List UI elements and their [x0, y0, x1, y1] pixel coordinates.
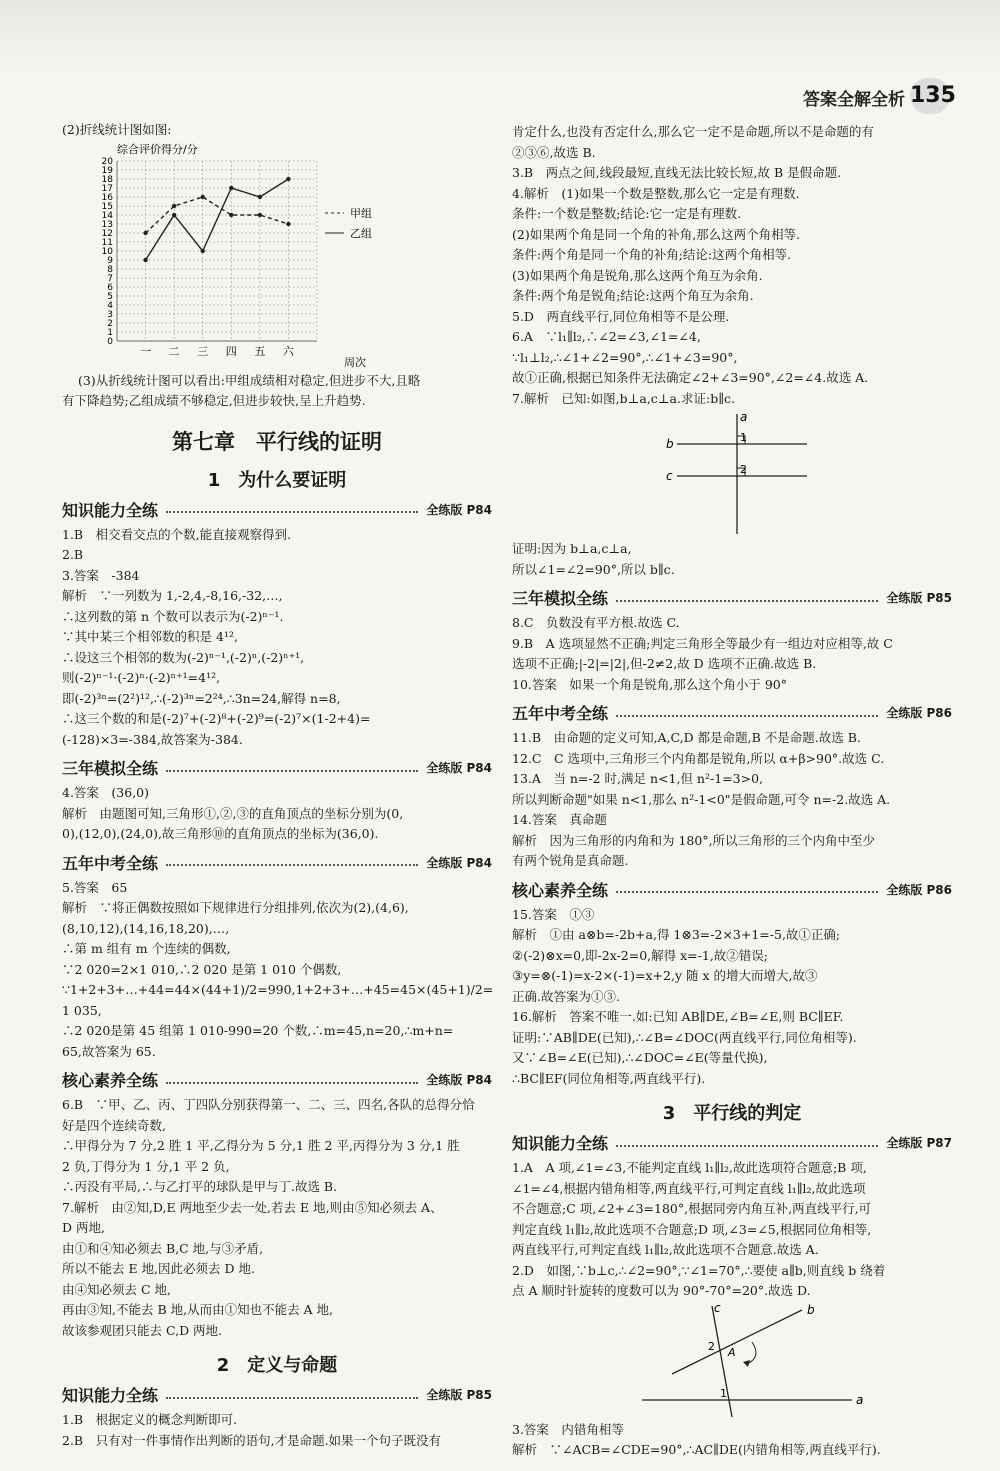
answer-block [512, 613, 952, 695]
series-point [201, 194, 205, 198]
series-point [229, 212, 233, 216]
y-tick-label: 18 [101, 174, 113, 185]
y-tick-label: 17 [101, 183, 113, 194]
rotation-figure [602, 1302, 902, 1420]
text-line: 解析 ∵∠ACB=∠CDE=90°,∴AC∥DE(内错角相等,两直线平行). [512, 1442, 881, 1457]
text-line: 2.D 如图,∵b⊥c,∴∠2=90°,∵∠1=70°,∴要使 a∥b,则直线 b 绕着 [512, 1262, 886, 1278]
text-line: ∴设这三个相邻的数为(-2)ⁿ⁻¹,(-2)ⁿ,(-2)ⁿ⁺¹, [62, 649, 305, 665]
y-tick-label: 15 [101, 201, 113, 212]
text-line: (3)如果两个角是锐角,那么这两个角互为余角. [512, 267, 763, 283]
x-tick-label: 二 [168, 344, 180, 358]
section-header [512, 701, 952, 724]
text-line: (2)折线统计图如图: [62, 122, 172, 137]
section-header-title: 三年模拟全练 [512, 589, 609, 608]
text-line: 4.解析 (1)如果一个数是整数,那么它一定是有理数. [512, 185, 800, 201]
x-tick-label: 五 [254, 344, 266, 358]
fig1-label-a: a [740, 410, 748, 424]
series-point [229, 185, 233, 189]
text-line: 4.答案 (36,0) [62, 785, 150, 800]
header-band [0, 0, 1000, 80]
answer-block [512, 905, 952, 1090]
text-line: ∴BC∥EF(同位角相等,两直线平行). [512, 1070, 706, 1086]
text-line: 1.A A 项,∠1=∠3,不能判定直线 l₁∥l₂,故此选项符合题意;B 项, [512, 1160, 867, 1175]
line-chart [82, 141, 412, 371]
text-line: (3)从折线统计图可以看出:甲组成绩相对稳定,但进步不大,且略 [78, 372, 421, 388]
chart-series [143, 176, 290, 261]
text-line: 2.B 只有对一件事情作出判断的语句,才是命题.如果一个句子既没有 [62, 1432, 442, 1448]
text-line: 1 035, [62, 1002, 102, 1018]
text-line: 16.解析 答案不唯一.如:已知 AB∥DE,∠B=∠E,则 BC∥EF. [512, 1009, 844, 1024]
fig1-label-c: c [666, 469, 673, 483]
text-line: 肯定什么,也没有否定什么,那么它一定不是命题,所以不是命题的有 [512, 124, 874, 139]
text-line: 10.答案 如果一个角是锐角,那么这个角小于 90° [512, 676, 787, 692]
text-line: (-128)×3=-384,故答案为-384. [62, 731, 243, 747]
section-header-title: 核心素养全练 [512, 880, 609, 900]
series-point [286, 176, 290, 180]
y-tick-label: 12 [101, 228, 113, 239]
section-header-ref: 全练版 P84 [426, 761, 492, 775]
text-line: 9.B A 选项显然不正确;判定三角形全等最少有一组边对应相等,故 C [512, 635, 893, 651]
text-line: 条件:一个数是整数;结论:它一定是有理数. [512, 206, 742, 221]
text-line: 1.B 相交看交点的个数,能直接观察得到. [62, 526, 292, 542]
text-line: 6.A ∵l₁∥l₂,∴∠2=∠3,∠1=∠4, [512, 329, 701, 344]
y-tick-label: 16 [101, 192, 113, 203]
y-tick-label: 8 [107, 264, 113, 275]
chart-xticks [140, 345, 295, 358]
section-header-ref: 全练版 P85 [426, 1388, 492, 1402]
y-tick-label: 2 [107, 318, 113, 329]
text-line: 1.B 根据定义的概念判断即可. [62, 1412, 238, 1427]
text-line: 3.B 两点之间,线段最短,直线无法比较长短,故 B 是假命题. [512, 165, 842, 180]
section-header [62, 1383, 492, 1406]
answer-block [512, 122, 952, 409]
text-line: 两直线平行,可判定直线 l₁∥l₂,故此选项不合题意.故选 A. [512, 1242, 819, 1257]
y-tick-label: 19 [101, 165, 113, 176]
text-line: ∴丙没有平局,∴与乙打平的球队是甲与丁.故选 B. [62, 1179, 338, 1194]
text-line: 不合题意;C 项,∠2+∠3=180°,根据同旁内角互补,两直线平行,可 [512, 1201, 872, 1216]
text-line: 8.C 负数没有平方根.故选 C. [512, 615, 680, 630]
x-tick-label: 六 [282, 344, 294, 358]
section-header [62, 851, 492, 874]
text-line: 所以∠1=∠2=90°,所以 b∥c. [512, 561, 675, 577]
y-tick-label: 20 [101, 156, 113, 167]
series-point [258, 194, 262, 198]
text-line: 11.B 由命题的定义可知,A,C,D 都是命题,B 不是命题.故选 B. [512, 730, 861, 745]
text-line: D 两地, [62, 1220, 105, 1235]
text-line: ②③⑥,故选 B. [512, 144, 596, 160]
text-line: 好是四个连续奇数, [62, 1117, 166, 1133]
section-title: 2 定义与命题 [216, 1355, 338, 1376]
text-line: 解析 ①由 a⊗b=-2b+a,得 1⊗3=-2×3+1=-5,故①正确; [512, 927, 841, 942]
header-title: 答案全解全析 [803, 90, 905, 110]
y-tick-label: 5 [107, 291, 113, 302]
text-line: ∴2 020是第 45 组第 1 010-990=20 个数,∴m=45,n=20,∴m+n= [62, 1023, 454, 1038]
chapter-title: 第七章 平行线的证明 [172, 429, 382, 454]
text-line: ∵1+2+3+…+44=44×(44+1)/2=990,1+2+3+…+45=45×(45+1)/2= [62, 982, 494, 997]
text-line: 解析 由题图可知,三角形①,②,③的直角顶点的坐标分别为(0, [62, 805, 404, 821]
chart-xlabel: 周次 [344, 355, 366, 369]
text-line: 7.解析 由②知,D,E 两地至少去一处,若去 E 地,则由⑤知必须去 A、 [62, 1199, 443, 1215]
text-line: ∴甲得分为 7 分,2 胜 1 平,乙得分为 5 分,1 胜 2 平,丙得分为 3 分,1 胜 [62, 1138, 460, 1153]
series-point [258, 212, 262, 216]
fig1-angle-1: 1 [740, 431, 747, 444]
text-line: 证明:因为 b⊥a,c⊥a, [512, 541, 632, 556]
text-line: 解析 因为三角形的内角和为 180°,所以三角形的三个内角中至少 [512, 832, 876, 848]
section-title: 3 平行线的判定 [662, 1103, 802, 1124]
fig1-angle-2: 2 [740, 463, 747, 476]
section-header-ref: 全练版 P86 [886, 882, 952, 897]
section-header-title: 核心素养全练 [62, 1071, 159, 1090]
section-header [62, 756, 492, 779]
text-line: 7.解析 已知:如图,b⊥a,c⊥a.求证:b∥c. [512, 390, 735, 406]
text-line: ∴这列数的第 n 个数可以表示为(-2)ⁿ⁻¹. [62, 608, 284, 624]
y-tick-label: 7 [107, 273, 113, 284]
text-line: ∠1=∠4,根据内错角相等,两直线平行,可判定直线 l₁∥l₂,故此选项 [512, 1180, 866, 1196]
text-line: 选项不正确;|-2|=|2|,但-2≠2,故 D 选项不正确.故选 B. [512, 656, 817, 671]
text-line: (2)如果两个角是同一个角的补角,那么这两个角相等. [512, 226, 801, 242]
fig2-label-b: b [807, 1302, 815, 1317]
fig1-label-b: b [666, 437, 674, 451]
text-line: ∴这三个数的和是(-2)⁷+(-2)⁸+(-2)⁹=(-2)⁷×(1-2+4)= [62, 711, 371, 726]
section-header-title: 五年中考全练 [62, 853, 159, 873]
section-header-ref: 全练版 P87 [886, 1136, 952, 1150]
answer-block [512, 1420, 952, 1461]
answer-block [62, 1095, 492, 1341]
text-line: 点 A 顺时针旋转的度数可以为 90°-70°=20°.故选 D. [512, 1283, 811, 1298]
section-header [512, 1131, 952, 1154]
fig2-angle-1: 1 [720, 1386, 727, 1400]
y-tick-label: 4 [107, 300, 113, 311]
section-header-title: 知识能力全练 [512, 1134, 609, 1153]
section-header-ref: 全练版 P85 [886, 591, 952, 605]
text-line: ②(-2)⊗x=0,即-2x-2=0,解得 x=-1,故②错误; [512, 947, 769, 963]
page-number: 135 [910, 78, 950, 114]
section-header-ref: 全练版 P84 [426, 1073, 492, 1087]
text-line: 判定直线 l₁∥l₂,故此选项不合题意;D 项,∠3=∠5,根据同位角相等, [512, 1221, 872, 1237]
answer-block [62, 525, 492, 751]
section-header-title: 五年中考全练 [512, 704, 609, 723]
legend-label-yi: 乙组 [350, 226, 372, 240]
fig2-label-a: a [856, 1392, 864, 1407]
text-line: ∵l₁⊥l₂,∴∠1+∠2=90°,∴∠1+∠3=90°, [512, 349, 738, 365]
text-line: 所以不能去 E 地,因此必须去 D 地. [62, 1261, 255, 1276]
answer-block [62, 1410, 492, 1451]
text-line: ∵2 020=2×1 010,∴2 020 是第 1 010 个偶数, [62, 961, 342, 977]
y-tick-label: 13 [101, 219, 113, 230]
text-line: 2 负,丁得分为 1 分,1 平 2 负, [62, 1158, 230, 1174]
fig2-point-A: A [728, 1345, 736, 1359]
series-point [201, 248, 205, 252]
text-line: 13.A 当 n=-2 时,满足 n<1,但 n²-1=3>0, [512, 771, 763, 786]
text-line: 条件:两个角是锐角;结论:这两个角互为余角. [512, 288, 754, 303]
text-line: 则(-2)ⁿ⁻¹·(-2)ⁿ·(-2)ⁿ⁺¹=4¹², [62, 670, 221, 685]
section-header-title: 知识能力全练 [62, 1386, 159, 1405]
right-column [512, 122, 952, 1461]
text-line: 条件:两个角是同一个角的补角;结论:这两个角相等. [512, 247, 792, 262]
text-line: (8,10,12),(14,16,18,20),…, [62, 920, 230, 936]
text-line: 15.答案 ①③ [512, 906, 595, 922]
left-column [62, 120, 492, 1451]
fig2-label-c: c [714, 1301, 721, 1315]
text-line: 故①正确,根据已知条件无法确定∠2+∠3=90°,∠2=∠4.故选 A. [512, 370, 869, 385]
section-header [512, 878, 952, 901]
y-tick-label: 1 [107, 327, 113, 338]
text-line: 3.答案 内错角相等 [512, 1421, 624, 1437]
text-line: ③y=⊗(-1)=x-2×(-1)=x+2,y 随 x 的增大而增大,故③ [512, 968, 818, 983]
chart-grid [117, 161, 317, 341]
text-line: ∵其中某三个相邻数的积是 4¹², [62, 629, 238, 644]
text-line: 14.答案 真命题 [512, 812, 607, 827]
text-line: 3.答案 -384 [62, 567, 140, 583]
section-header-ref: 全练版 P84 [426, 855, 492, 870]
series-point [286, 221, 290, 225]
section-title: 1 为什么要证明 [207, 469, 347, 491]
chart-yticks [102, 157, 114, 347]
section-header-title: 知识能力全练 [62, 500, 159, 520]
answer-block [512, 539, 952, 580]
y-tick-label: 6 [107, 282, 113, 293]
text-line: 证明:∵AB∥DE(已知),∴∠B=∠DOC(两直线平行,同位角相等). [512, 1029, 857, 1045]
section-header [62, 1068, 492, 1091]
y-tick-label: 9 [107, 255, 113, 266]
text-line: 即(-2)³ⁿ=(2²)¹²,∴(-2)³ⁿ=2²⁴,∴3n=24,解得 n=8, [62, 690, 341, 706]
series-point [143, 257, 147, 261]
section-header-title: 三年模拟全练 [62, 759, 159, 778]
section-header [62, 498, 492, 521]
y-tick-label: 10 [101, 246, 113, 257]
text-line: 65,故答案为 65. [62, 1043, 156, 1059]
legend-label-jia: 甲组 [350, 206, 372, 220]
text-line: 有两个锐角是真命题. [512, 853, 629, 868]
text-line: 解析 ∵将正偶数按照如下规律进行分组排列,依次为(2),(4,6), [62, 900, 409, 915]
text-line: 6.B ∵甲、乙、丙、丁四队分别获得第一、二、三、四名,各队的总得分恰 [62, 1097, 475, 1112]
answer-block [512, 728, 952, 872]
series-point [172, 212, 176, 216]
text-line: 12.C C 选项中,三角形三个内角都是锐角,所以 α+β>90°.故选 C. [512, 750, 885, 766]
text-line: 故该参观团只能去 C,D 两地. [62, 1322, 223, 1338]
text-line: 有下降趋势;乙组成绩不够稳定,但进步较快,呈上升趋势. [62, 393, 366, 408]
chart-ylabel: 综合评价得分/分 [117, 142, 198, 156]
text-line: 再由③知,不能去 B 地,从而由①知也不能去 A 地, [62, 1302, 334, 1317]
answer-block [512, 1158, 952, 1302]
text-line: ∴第 m 组有 m 个连续的偶数, [62, 941, 231, 956]
series-point [172, 203, 176, 207]
parallel-lines-figure [632, 409, 932, 539]
answer-block [62, 783, 492, 845]
y-tick-label: 14 [101, 210, 113, 221]
x-tick-label: 三 [197, 344, 209, 358]
y-tick-label: 11 [101, 237, 113, 248]
answer-block [62, 878, 492, 1063]
y-tick-label: 3 [107, 309, 113, 320]
series-line-1 [146, 179, 289, 260]
text-line: 2.B [62, 547, 84, 562]
text-line: 5.D 两直线平行,同位角相等不是公理. [512, 308, 730, 324]
section-header-ref: 全练版 P86 [886, 706, 952, 720]
x-tick-label: 四 [225, 344, 237, 358]
y-tick-label: 0 [107, 336, 113, 347]
text-line: 5.答案 65 [62, 879, 128, 895]
section-header-ref: 全练版 P84 [426, 502, 492, 517]
section-header [512, 586, 952, 609]
text-line: 正确.故答案为①③. [512, 988, 620, 1004]
text-line: 由①和④知必须去 B,C 地,与③矛盾, [62, 1240, 264, 1256]
text-line: 又∵∠B=∠E(已知),∴∠DOC=∠E(等量代换), [512, 1050, 768, 1065]
x-tick-label: 一 [140, 344, 152, 358]
series-point [143, 230, 147, 234]
text-line: 所以判断命题"如果 n<1,那么 n²-1<0"是假命题,可令 n=-2.故选 A. [512, 791, 891, 807]
text-line: 0),(12,0),(24,0),故三角形⑩的直角顶点的坐标为(36,0). [62, 826, 379, 841]
text-line: 解析 ∵一列数为 1,-2,4,-8,16,-32,…, [62, 588, 283, 603]
fig2-angle-2: 2 [708, 1339, 715, 1353]
text-line: 由④知必须去 C 地, [62, 1281, 171, 1297]
